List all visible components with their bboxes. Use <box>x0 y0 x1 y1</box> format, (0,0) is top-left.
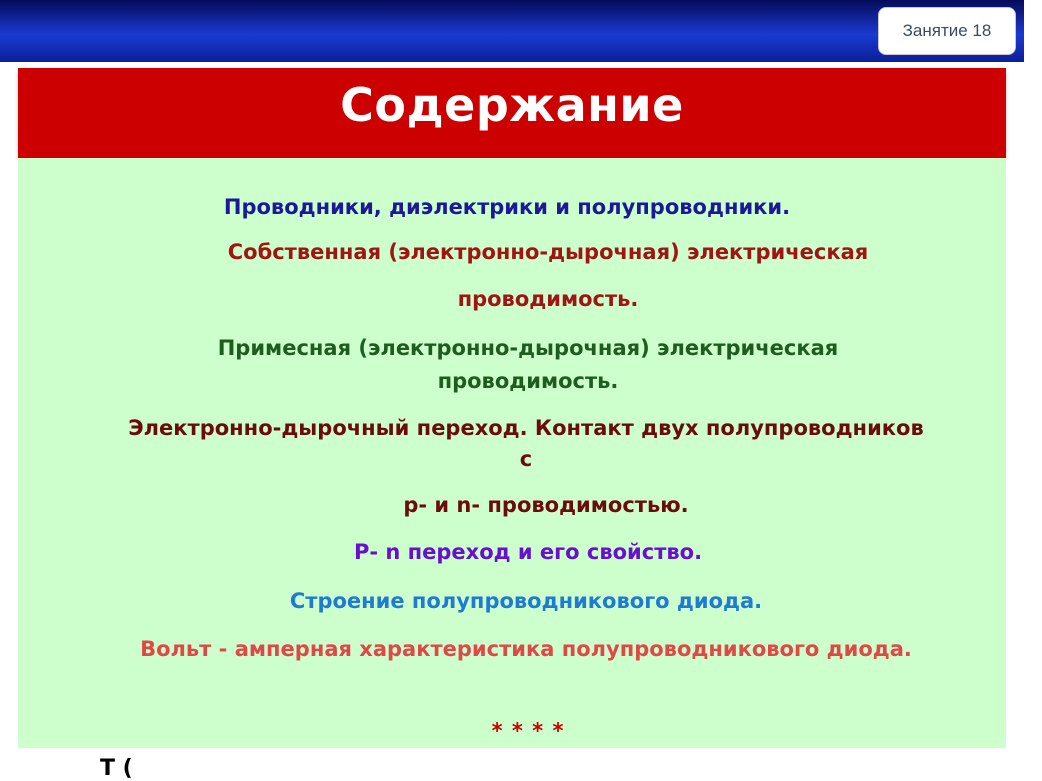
content-item-junction: Электронно-дырочный переход. Контакт двух полупроводников <box>128 416 924 440</box>
content-item-vac: Вольт - амперная характеристика полупроводникового диода. <box>140 637 912 661</box>
content-item-intrinsic-cont: проводимость. <box>457 287 639 311</box>
footer-partial-text: Т ( <box>100 756 133 781</box>
content-item-diode-structure: Строение полупроводникового диода. <box>289 589 763 613</box>
title-panel <box>18 68 1006 158</box>
content-panel <box>18 158 1006 748</box>
content-item-impurity-cont: проводимость. <box>437 369 619 393</box>
content-item-conductors: Проводники, диэлектрики и полупроводники. <box>223 195 791 219</box>
top-bar <box>0 0 1024 62</box>
content-item-intrinsic: Собственная (электронно-дырочная) электрическая <box>227 240 869 264</box>
lesson-label: Занятие 18 <box>902 21 992 40</box>
content-item-stars: * * * * <box>491 719 565 743</box>
content-item-impurity: Примесная (электронно-дырочная) электрическая <box>217 336 839 360</box>
content-item-junction-cont: с <box>519 447 533 471</box>
content-item-pn-conductivity: p- и n- проводимостью. <box>403 493 689 517</box>
lesson-badge <box>878 7 1016 55</box>
content-item-pn-junction: Р- n переход и его свойство. <box>353 540 703 564</box>
page-title: Содержание <box>340 78 684 132</box>
